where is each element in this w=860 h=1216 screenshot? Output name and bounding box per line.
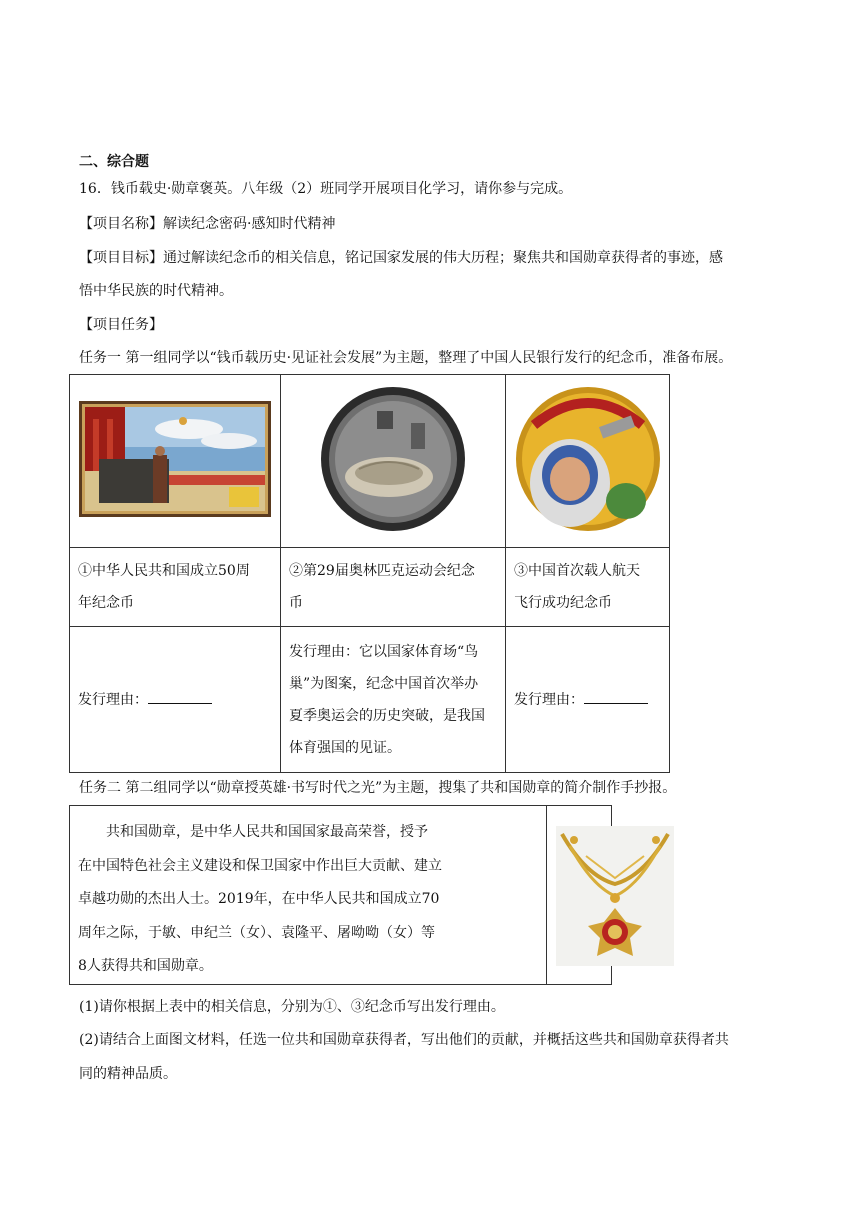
coin3-reason: 发行理由： — [506, 627, 670, 773]
project-goal-line2: 悟中华民族的时代精神。 — [79, 283, 233, 299]
task2-text: 任务二 第二组同学以“勋章授英雄·书写时代之光”为主题，搜集了共和国勋章的简介制作手抄报。 — [79, 780, 677, 796]
project-name-value: 解读纪念密码·感知时代精神 — [163, 216, 336, 232]
coin1-answer-blank[interactable] — [148, 689, 212, 704]
coin2-reason: 发行理由：它以国家体育场“鸟 巢”为图案，纪念中国首次举办 夏季奥运会的历史突破，是我国 体育强国的见证。 — [281, 627, 506, 773]
project-name — [79, 214, 335, 234]
coin2-image-cell — [281, 375, 506, 548]
medal-description: 共和国勋章，是中华人民共和国国家最高荣誉，授予 在中国特色社会主义建设和保卫国家中作出巨大贡献、建立 卓越功勋的杰出人士。2019年，在中华人民共和国成立70 周年之际，于敏、申纪兰（女）、袁隆平、屠呦呦（女）等 8人获得共和国勋章。 — [78, 824, 442, 974]
task1-text: 任务一 第一组同学以“钱币载历史·见证社会发展”为主题，整理了中国人民银行发行的纪念币，准备布展。 — [79, 350, 733, 366]
sub-question-2-line1: (2)请结合上面图文材料，任选一位共和国勋章获得者，写出他们的贡献，并概括这些共和国勋章获得者共 — [79, 1032, 729, 1048]
republic-medal-image — [556, 826, 674, 966]
medal-handout — [69, 805, 612, 985]
sub-question-1: (1)请你根据上表中的相关信息，分别为①、③纪念币写出发行理由。 — [79, 999, 505, 1015]
coin1-image-cell — [70, 375, 281, 548]
founding-ceremony-painting-image — [79, 401, 271, 517]
section-heading: 二、综合题 — [79, 154, 149, 170]
olympic-birds-nest-coin-image — [319, 385, 467, 533]
question-stem: 16．钱币载史·勋章褒英。八年级（2）班同学开展项目化学习，请你参与完成。 — [79, 181, 573, 197]
project-goal-label: 【项目目标】 — [79, 250, 163, 266]
project-goal-line1: 通过解读纪念币的相关信息，铭记国家发展的伟大历程；聚焦共和国勋章获得者的事迹，感 — [163, 250, 723, 266]
handout-divider — [546, 806, 547, 984]
coin-table — [69, 374, 670, 773]
project-name-label: 【项目名称】 — [79, 216, 163, 232]
coin3-image-cell — [506, 375, 670, 548]
spaceflight-coin-image — [514, 385, 662, 533]
project-goal — [79, 248, 723, 268]
project-tasks-label: 【项目任务】 — [79, 317, 163, 333]
sub-question-2-line2: 同的精神品质。 — [79, 1066, 177, 1082]
coin1-name: ①中华人民共和国成立50周 年纪念币 — [70, 548, 281, 627]
coin1-reason: 发行理由： — [70, 627, 281, 773]
coin2-name: ②第29届奥林匹克运动会纪念 币 — [281, 548, 506, 627]
coin3-answer-blank[interactable] — [584, 689, 648, 704]
medal-image-frame — [556, 826, 674, 966]
coin3-name: ③中国首次载人航天 飞行成功纪念币 — [506, 548, 670, 627]
